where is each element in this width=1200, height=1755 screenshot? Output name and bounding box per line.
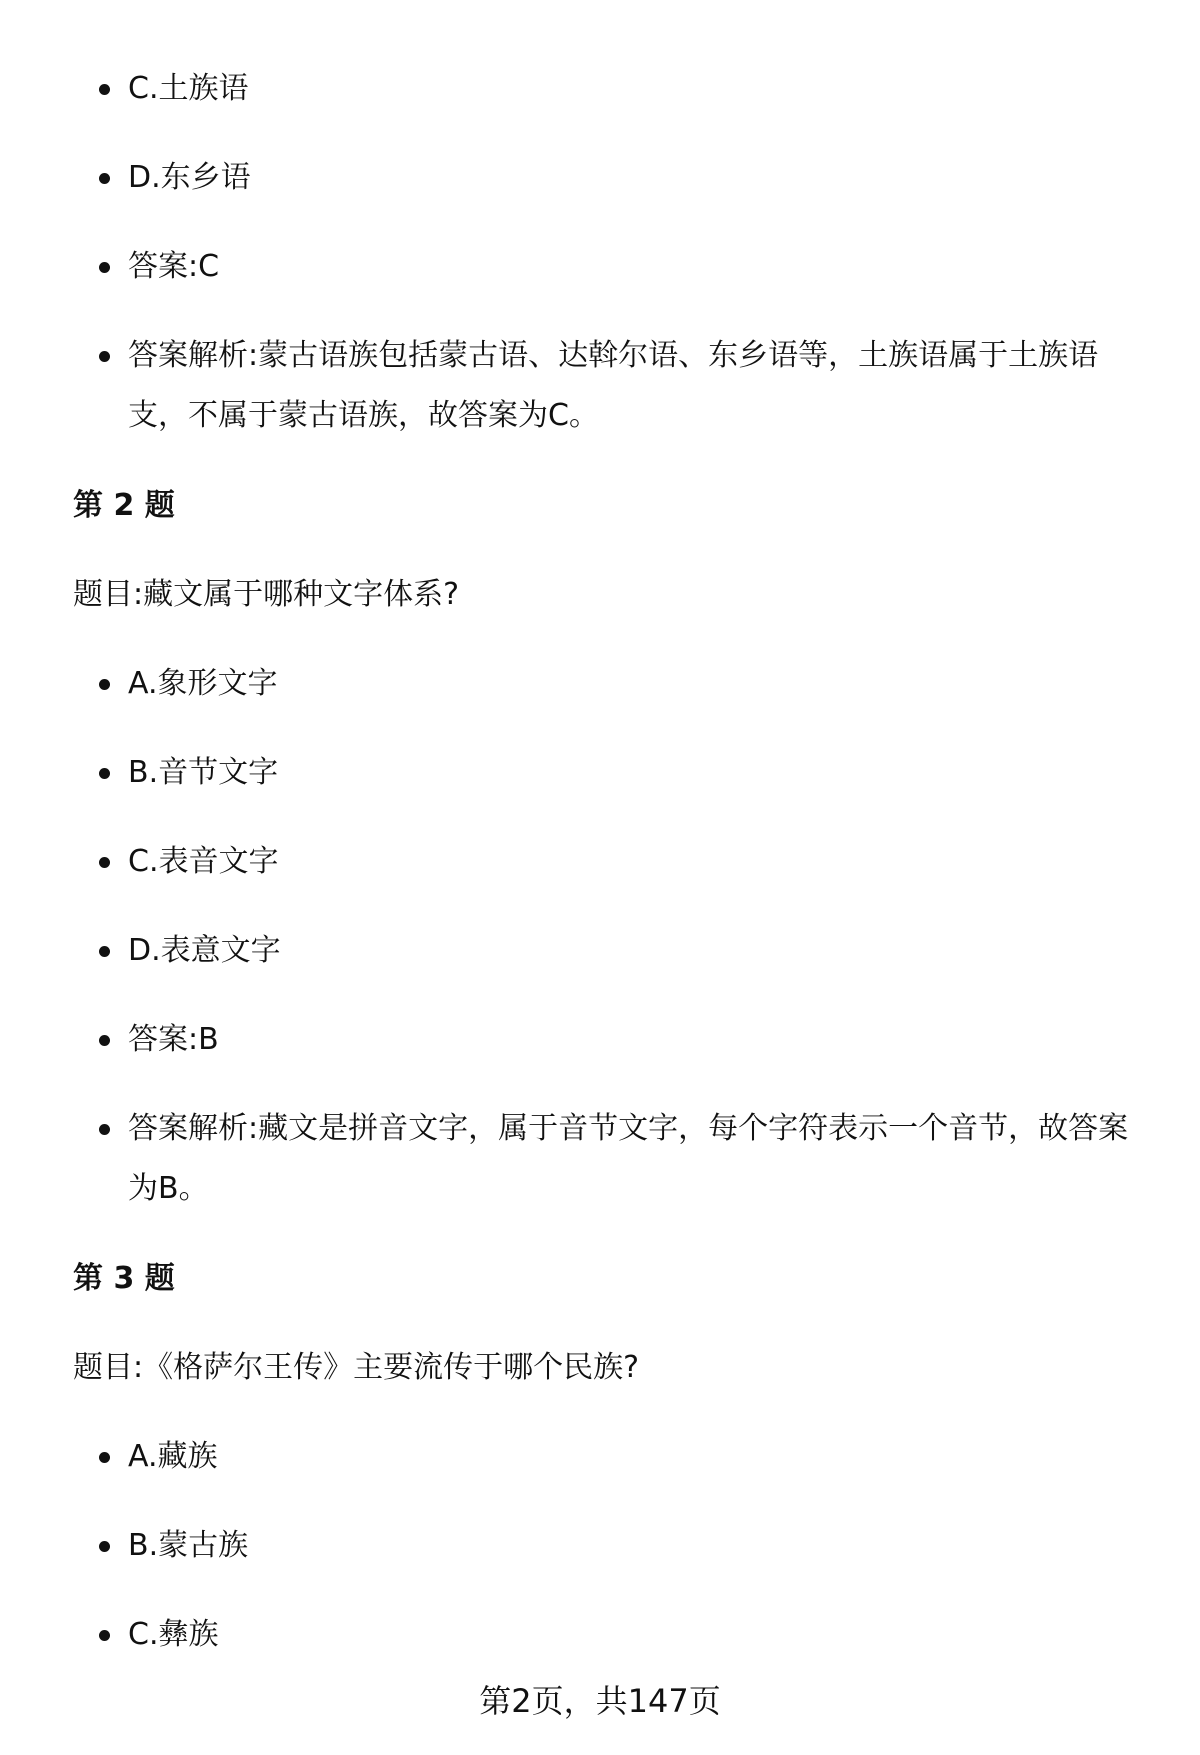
q3-option-c: C.彝族 <box>128 1605 218 1665</box>
q2-heading: 第 2 题 <box>73 488 175 523</box>
q2-explanation: 答案解析:藏文是拼音文字，属于音节文字，每个字符表示一个音节，故答案为B。 <box>128 1099 1158 1219</box>
q3-option-a: A.藏族 <box>128 1427 218 1487</box>
q3-option-b: B.蒙古族 <box>128 1516 248 1576</box>
q3-heading: 第 3 题 <box>73 1261 175 1296</box>
q1-answer: 答案:C <box>128 237 219 297</box>
q2-answer: 答案:B <box>128 1010 219 1070</box>
q2-option-c: C.表音文字 <box>128 832 278 892</box>
q1-option-d: D.东乡语 <box>128 148 251 208</box>
page-number-footer: 第2页，共147页 <box>479 1682 721 1720</box>
q2-option-a: A.象形文字 <box>128 654 278 714</box>
q1-option-c: C.土族语 <box>128 59 248 119</box>
q2-option-b: B.音节文字 <box>128 743 278 803</box>
q1-explanation: 答案解析:蒙古语族包括蒙古语、达斡尔语、东乡语等，土族语属于土族语支，不属于蒙古语族，故答案为C。 <box>128 326 1158 446</box>
q3-question: 题目:《格萨尔王传》主要流传于哪个民族? <box>73 1350 640 1385</box>
q2-option-d: D.表意文字 <box>128 921 281 981</box>
q2-question: 题目:藏文属于哪种文字体系? <box>73 577 460 612</box>
